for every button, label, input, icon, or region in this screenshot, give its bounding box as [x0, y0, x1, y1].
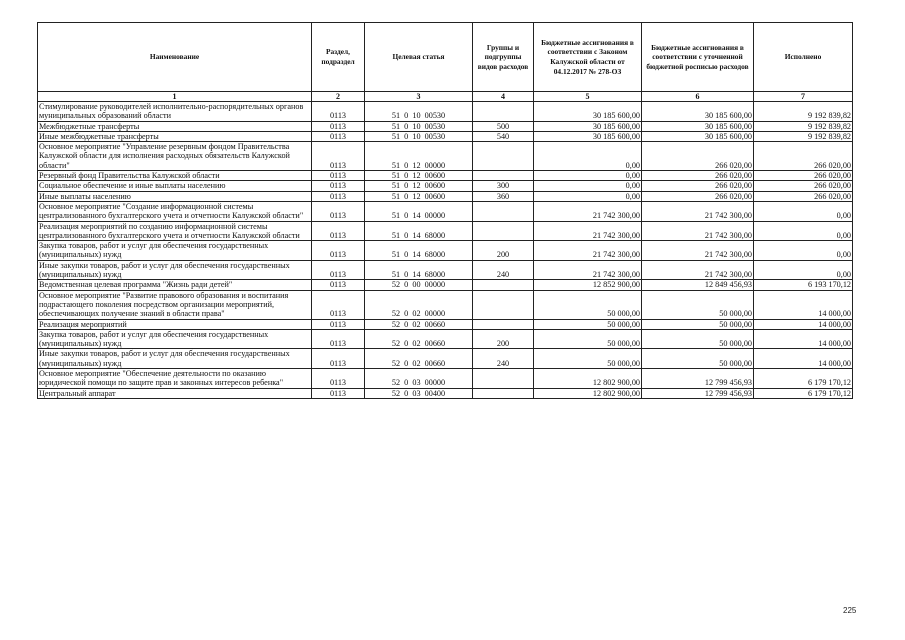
header-executed: Исполнено	[754, 23, 853, 92]
row-name: Основное мероприятие "Управление резервным фондом Правительства Калужской области для исполнения расходных обязательств Калужской области"	[38, 142, 312, 171]
row-name: Основное мероприятие "Развитие правового образования и воспитания подрастающего поколения посредством организации мероприятий, обеспечивающих получение знаний в области права"	[38, 290, 312, 319]
row-section: 0113	[312, 241, 365, 261]
row-refined-allocation: 21 742 300,00	[642, 260, 754, 280]
row-refined-allocation: 50 000,00	[642, 319, 754, 329]
row-name: Основное мероприятие "Обеспечение деятельности по оказанию юридической помощи по защите прав и законных интересов ребенка"	[38, 369, 312, 389]
row-law-allocation: 21 742 300,00	[534, 201, 642, 221]
row-name: Закупка товаров, работ и услуг для обеспечения государственных (муниципальных) нужд	[38, 241, 312, 261]
row-executed: 14 000,00	[754, 329, 853, 349]
row-name: Иные закупки товаров, работ и услуг для обеспечения государственных (муниципальных) нужд	[38, 349, 312, 369]
row-executed: 266 020,00	[754, 181, 853, 191]
row-target-article: 52 0 02 00660	[365, 319, 473, 329]
row-section: 0113	[312, 201, 365, 221]
row-expense-group	[473, 290, 534, 319]
row-name: Иные межбюджетные трансферты	[38, 131, 312, 141]
row-executed: 14 000,00	[754, 290, 853, 319]
row-refined-allocation: 50 000,00	[642, 329, 754, 349]
row-target-article: 52 0 02 00000	[365, 290, 473, 319]
row-law-allocation: 0,00	[534, 181, 642, 191]
row-refined-allocation: 50 000,00	[642, 349, 754, 369]
row-law-allocation: 0,00	[534, 191, 642, 201]
row-expense-group	[473, 142, 534, 171]
row-target-article: 52 0 03 00000	[365, 369, 473, 389]
table-row	[38, 290, 853, 319]
table-row	[38, 369, 853, 389]
row-refined-allocation: 266 020,00	[642, 142, 754, 171]
row-section: 0113	[312, 131, 365, 141]
row-section: 0113	[312, 260, 365, 280]
row-law-allocation: 50 000,00	[534, 290, 642, 319]
table-body	[38, 102, 853, 399]
table-row	[38, 260, 853, 280]
row-refined-allocation: 21 742 300,00	[642, 201, 754, 221]
column-number: 1	[38, 92, 312, 102]
row-law-allocation: 0,00	[534, 142, 642, 171]
column-number: 7	[754, 92, 853, 102]
row-law-allocation: 12 802 900,00	[534, 388, 642, 398]
row-expense-group: 200	[473, 241, 534, 261]
column-number-row	[38, 92, 853, 102]
table-row	[38, 280, 853, 290]
row-name: Реализация мероприятий по созданию информационной системы централизованного бухгалтерского учета и отчетности Калужской области	[38, 221, 312, 241]
row-section: 0113	[312, 191, 365, 201]
page-number: 225	[843, 606, 857, 615]
row-target-article: 52 0 00 00000	[365, 280, 473, 290]
table-row	[38, 191, 853, 201]
column-number: 2	[312, 92, 365, 102]
row-expense-group: 240	[473, 349, 534, 369]
budget-execution-table	[37, 22, 853, 399]
row-expense-group	[473, 369, 534, 389]
row-section: 0113	[312, 388, 365, 398]
row-expense-group: 500	[473, 121, 534, 131]
table-row	[38, 142, 853, 171]
row-target-article: 51 0 12 00600	[365, 171, 473, 181]
row-expense-group: 540	[473, 131, 534, 141]
row-target-article: 52 0 03 00400	[365, 388, 473, 398]
row-name: Иные выплаты населению	[38, 191, 312, 201]
row-executed: 266 020,00	[754, 171, 853, 181]
row-executed: 6 179 170,12	[754, 369, 853, 389]
row-target-article: 52 0 02 00660	[365, 349, 473, 369]
row-section: 0113	[312, 319, 365, 329]
row-name: Межбюджетные трансферты	[38, 121, 312, 131]
column-number: 5	[534, 92, 642, 102]
row-section: 0113	[312, 290, 365, 319]
row-expense-group	[473, 201, 534, 221]
row-law-allocation: 12 802 900,00	[534, 369, 642, 389]
row-refined-allocation: 266 020,00	[642, 181, 754, 191]
row-executed: 14 000,00	[754, 319, 853, 329]
header-refined-allocations: Бюджетные ассигнования в соответствии с уточненной бюджетной росписью расходов	[642, 23, 754, 92]
row-section: 0113	[312, 171, 365, 181]
row-name: Социальное обеспечение и иные выплаты населению	[38, 181, 312, 191]
row-refined-allocation: 266 020,00	[642, 171, 754, 181]
header-name: Наименование	[38, 23, 312, 92]
row-section: 0113	[312, 369, 365, 389]
row-executed: 0,00	[754, 201, 853, 221]
table-row	[38, 221, 853, 241]
row-refined-allocation: 12 849 456,93	[642, 280, 754, 290]
table-row	[38, 171, 853, 181]
row-law-allocation: 30 185 600,00	[534, 131, 642, 141]
header-expense-group: Группы и подгруппы видов расходов	[473, 23, 534, 92]
row-refined-allocation: 21 742 300,00	[642, 241, 754, 261]
row-law-allocation: 50 000,00	[534, 349, 642, 369]
row-section: 0113	[312, 102, 365, 122]
row-expense-group	[473, 319, 534, 329]
row-executed: 9 192 839,82	[754, 121, 853, 131]
row-executed: 0,00	[754, 221, 853, 241]
row-expense-group	[473, 388, 534, 398]
row-section: 0113	[312, 181, 365, 191]
row-section: 0113	[312, 329, 365, 349]
row-target-article: 51 0 14 00000	[365, 201, 473, 221]
row-name: Ведомственная целевая программа "Жизнь ради детей"	[38, 280, 312, 290]
row-law-allocation: 50 000,00	[534, 319, 642, 329]
row-law-allocation: 21 742 300,00	[534, 241, 642, 261]
table-row	[38, 319, 853, 329]
table-row	[38, 241, 853, 261]
row-expense-group	[473, 221, 534, 241]
row-target-article: 51 0 14 68000	[365, 221, 473, 241]
row-target-article: 51 0 12 00600	[365, 191, 473, 201]
row-executed: 0,00	[754, 241, 853, 261]
row-target-article: 51 0 12 00600	[365, 181, 473, 191]
row-law-allocation: 21 742 300,00	[534, 260, 642, 280]
header-section: Раздел, подраздел	[312, 23, 365, 92]
row-law-allocation: 30 185 600,00	[534, 102, 642, 122]
row-target-article: 51 0 10 00530	[365, 102, 473, 122]
table-row	[38, 131, 853, 141]
row-law-allocation: 0,00	[534, 171, 642, 181]
column-number: 3	[365, 92, 473, 102]
table-row	[38, 349, 853, 369]
row-refined-allocation: 30 185 600,00	[642, 131, 754, 141]
row-name: Стимулирование руководителей исполнительно-распорядительных органов муниципальных образований области	[38, 102, 312, 122]
row-expense-group: 200	[473, 329, 534, 349]
row-expense-group	[473, 171, 534, 181]
row-target-article: 51 0 10 00530	[365, 131, 473, 141]
row-target-article: 51 0 10 00530	[365, 121, 473, 131]
row-executed: 266 020,00	[754, 142, 853, 171]
row-executed: 9 192 839,82	[754, 131, 853, 141]
header-target-article: Целевая статья	[365, 23, 473, 92]
row-refined-allocation: 12 799 456,93	[642, 369, 754, 389]
table-row	[38, 329, 853, 349]
row-refined-allocation: 30 185 600,00	[642, 102, 754, 122]
row-name: Центральный аппарат	[38, 388, 312, 398]
row-target-article: 51 0 14 68000	[365, 241, 473, 261]
row-name: Реализация мероприятий	[38, 319, 312, 329]
row-executed: 14 000,00	[754, 349, 853, 369]
table-header	[38, 23, 853, 102]
row-law-allocation: 30 185 600,00	[534, 121, 642, 131]
row-law-allocation: 50 000,00	[534, 329, 642, 349]
table-row	[38, 388, 853, 398]
row-law-allocation: 21 742 300,00	[534, 221, 642, 241]
column-number: 6	[642, 92, 754, 102]
row-name: Закупка товаров, работ и услуг для обеспечения государственных (муниципальных) нужд	[38, 329, 312, 349]
row-refined-allocation: 30 185 600,00	[642, 121, 754, 131]
row-executed: 6 193 170,12	[754, 280, 853, 290]
row-expense-group: 300	[473, 181, 534, 191]
row-refined-allocation: 12 799 456,93	[642, 388, 754, 398]
row-expense-group: 360	[473, 191, 534, 201]
row-name: Основное мероприятие "Создание информационной системы централизованного бухгалтерского учета и отчетности Калужской области"	[38, 201, 312, 221]
row-expense-group	[473, 102, 534, 122]
row-executed: 9 192 839,82	[754, 102, 853, 122]
row-executed: 0,00	[754, 260, 853, 280]
header-law-allocations: Бюджетные ассигнования в соответствии с Законом Калужской области от 04.12.2017 № 278-ОЗ	[534, 23, 642, 92]
row-target-article: 51 0 14 68000	[365, 260, 473, 280]
table-row	[38, 102, 853, 122]
table-row	[38, 181, 853, 191]
row-section: 0113	[312, 142, 365, 171]
row-section: 0113	[312, 280, 365, 290]
row-name: Резервный фонд Правительства Калужской области	[38, 171, 312, 181]
row-executed: 6 179 170,12	[754, 388, 853, 398]
row-refined-allocation: 50 000,00	[642, 290, 754, 319]
row-section: 0113	[312, 221, 365, 241]
row-executed: 266 020,00	[754, 191, 853, 201]
row-refined-allocation: 21 742 300,00	[642, 221, 754, 241]
row-law-allocation: 12 852 900,00	[534, 280, 642, 290]
row-expense-group	[473, 280, 534, 290]
row-refined-allocation: 266 020,00	[642, 191, 754, 201]
row-expense-group: 240	[473, 260, 534, 280]
table-row	[38, 121, 853, 131]
row-section: 0113	[312, 121, 365, 131]
row-name: Иные закупки товаров, работ и услуг для обеспечения государственных (муниципальных) нужд	[38, 260, 312, 280]
row-section: 0113	[312, 349, 365, 369]
row-target-article: 52 0 02 00660	[365, 329, 473, 349]
table-row	[38, 201, 853, 221]
row-target-article: 51 0 12 00000	[365, 142, 473, 171]
column-number: 4	[473, 92, 534, 102]
